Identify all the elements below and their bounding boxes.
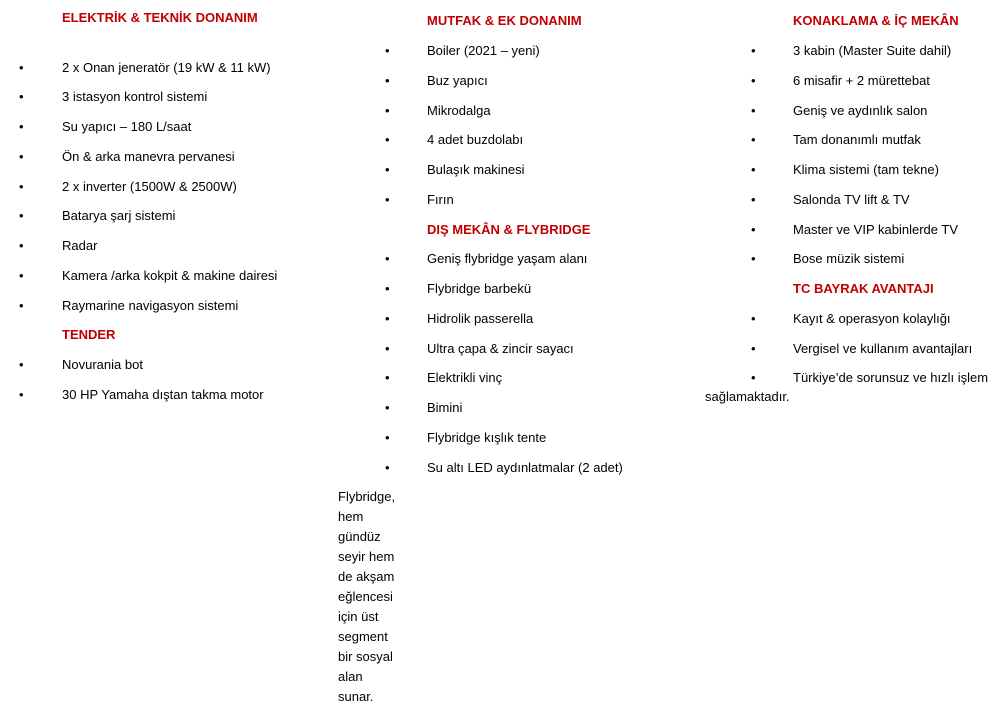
bullet-icon: • [385, 132, 390, 147]
section-title-tender: TENDER [62, 327, 116, 342]
list-item: Tam donanımlı mutfak [793, 132, 921, 147]
bullet-icon: • [385, 73, 390, 88]
bullet-icon: • [19, 298, 24, 313]
bullet-icon: • [385, 192, 390, 207]
list-item: Radar [62, 238, 98, 253]
list-item: Türkiye’de sorunsuz ve hızlı işlem [793, 370, 989, 385]
list-item: Ultra çapa & zincir sayacı [427, 341, 574, 356]
list-item: Boiler (2021 – yeni) [427, 43, 540, 58]
section-title-exterior: DIŞ MEKÂN & FLYBRIDGE [427, 222, 591, 237]
list-item: Master ve VIP kabinlerde TV [793, 222, 958, 237]
bullet-icon: • [385, 370, 390, 385]
list-item: Klima sistemi (tam tekne) [793, 162, 939, 177]
bullet-icon: • [19, 208, 24, 223]
list-item: 3 kabin (Master Suite dahil) [793, 43, 952, 58]
list-item: 2 x inverter (1500W & 2500W) [62, 179, 237, 194]
list-item: 4 adet buzdolabı [427, 132, 524, 147]
bullet-icon: • [751, 251, 756, 266]
bullet-icon: • [751, 192, 756, 207]
bullet-icon: • [19, 119, 24, 134]
bullet-icon: • [385, 400, 390, 415]
section-title-electrical: ELEKTRİK & TEKNİK DONANIM [62, 10, 258, 25]
bullet-icon: • [385, 281, 390, 296]
bullet-icon: • [751, 311, 756, 326]
wrapped-text: sağlamaktadır. [705, 389, 790, 404]
bullet-icon: • [751, 222, 756, 237]
flybridge-note-line: Flybridge, hem gündüz seyir hem de akşam [338, 489, 396, 584]
list-item: Elektrikli vinç [427, 370, 503, 385]
bullet-icon: • [19, 268, 24, 283]
list-item: Mikrodalga [427, 103, 491, 118]
section-title-kitchen: MUTFAK & EK DONANIM [427, 13, 582, 28]
bullet-icon: • [385, 251, 390, 266]
list-item: 2 x Onan jeneratör (19 kW & 11 kW) [62, 60, 271, 75]
bullet-icon: • [751, 73, 756, 88]
bullet-icon: • [19, 89, 24, 104]
bullet-icon: • [385, 162, 390, 177]
bullet-icon: • [19, 357, 24, 372]
bullet-icon: • [751, 341, 756, 356]
bullet-icon: • [19, 60, 24, 75]
bullet-icon: • [385, 341, 390, 356]
bullet-icon: • [19, 149, 24, 164]
bullet-icon: • [385, 311, 390, 326]
bullet-icon: • [751, 370, 756, 385]
bullet-icon: • [19, 387, 24, 402]
list-item: 30 HP Yamaha dıştan takma motor [62, 387, 264, 402]
list-item: Salonda TV lift & TV [793, 192, 910, 207]
list-item: Geniş ve aydınlık salon [793, 103, 928, 118]
bullet-icon: • [385, 460, 390, 475]
list-item: Fırın [427, 192, 454, 207]
list-item: 6 misafir + 2 mürettebat [793, 73, 930, 88]
list-item: Novurania bot [62, 357, 143, 372]
list-item: Bose müzik sistemi [793, 251, 905, 266]
bullet-icon: • [385, 103, 390, 118]
list-item: Raymarine navigasyon sistemi [62, 298, 239, 313]
list-item: Bulaşık makinesi [427, 162, 525, 177]
list-item: Kayıt & operasyon kolaylığı [793, 311, 951, 326]
list-item: Flybridge barbekü [427, 281, 532, 296]
bullet-icon: • [751, 162, 756, 177]
bullet-icon: • [385, 43, 390, 58]
bullet-icon: • [385, 430, 390, 445]
list-item: Su yapıcı – 180 L/saat [62, 119, 192, 134]
section-title-accommodation: KONAKLAMA & İÇ MEKÂN [793, 13, 959, 28]
list-item: Hidrolik passerella [427, 311, 534, 326]
flybridge-note [338, 487, 395, 707]
bullet-icon: • [751, 132, 756, 147]
list-item: 3 istasyon kontrol sistemi [62, 89, 208, 104]
list-item: Ön & arka manevra pervanesi [62, 149, 235, 164]
bullet-icon: • [19, 179, 24, 194]
bullet-icon: • [751, 103, 756, 118]
section-title-flag: TC BAYRAK AVANTAJI [793, 281, 934, 296]
bullet-icon: • [19, 238, 24, 253]
list-item: Kamera /arka kokpit & makine dairesi [62, 268, 278, 283]
flybridge-note-line: eğlencesi için üst segment bir sosyal alan sunar. [338, 589, 393, 704]
list-item: Geniş flybridge yaşam alanı [427, 251, 588, 266]
list-item: Vergisel ve kullanım avantajları [793, 341, 973, 356]
bullet-icon: • [751, 43, 756, 58]
list-item: Buz yapıcı [427, 73, 488, 88]
list-item: Bimini [427, 400, 463, 415]
list-item: Flybridge kışlık tente [427, 430, 547, 445]
list-item: Su altı LED aydınlatmalar (2 adet) [427, 460, 623, 475]
list-item: Batarya şarj sistemi [62, 208, 176, 223]
